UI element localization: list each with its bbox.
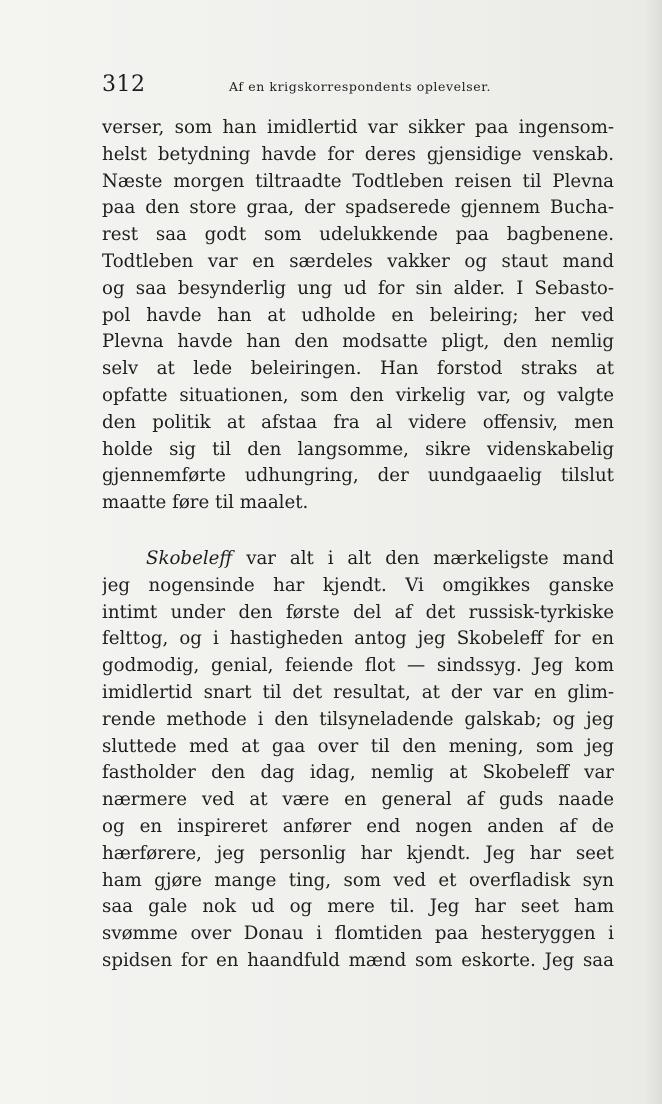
text-line: helst betydning havde for deres gjensidige venskab. bbox=[102, 143, 614, 165]
text-line: den politik at afstaa fra al videre offensiv, men bbox=[102, 411, 614, 433]
text-line: holde sig til den langsomme, sikre videnskabelig bbox=[102, 438, 614, 460]
text-line: saa gale nok ud og mere til. Jeg har seet ham bbox=[102, 896, 614, 918]
text-line: Plevna havde han den modsatte pligt, den nemlig bbox=[102, 331, 614, 353]
text-line: svømme over Donau i flomtiden paa hesteryggen i bbox=[102, 923, 614, 945]
text-line: og en inspireret anfører end nogen anden af de bbox=[102, 815, 614, 837]
first-line-rest: var alt i alt den mærkeligste mand bbox=[246, 548, 614, 569]
text-line: Næste morgen tiltraadte Todtleben reisen til Plevna bbox=[102, 170, 614, 192]
text-line: gjennemførte udhungring, der uundgaaelig tilslut bbox=[102, 465, 614, 487]
text-line: verser, som han imidlertid var sikker paa ingensom- bbox=[102, 117, 614, 138]
text-line: jeg nogensinde har kjendt. Vi omgikkes ganske bbox=[102, 574, 614, 596]
text-line: paa den store graa, der spadserede gjennem Bucha- bbox=[102, 197, 614, 219]
text-line: Todtleben var en særdeles vakker og staut mand bbox=[102, 250, 614, 272]
text-line: spidsen for en haandfuld mænd som eskorte. Jeg saa bbox=[102, 949, 614, 971]
text-line: fastholder den dag idag, nemlig at Skobeleff var bbox=[102, 762, 614, 784]
text-line: imidlertid snart til det resultat, at der var en glim- bbox=[102, 681, 614, 703]
text-line: nærmere ved at være en general af guds naade bbox=[102, 789, 614, 811]
text-line: ham gjøre mange ting, som ved et overfladisk syn bbox=[102, 869, 614, 891]
text-line: selv at lede beleiringen. Han forstod straks at bbox=[102, 358, 614, 380]
text-line: maatte føre til maalet. bbox=[102, 492, 309, 514]
paragraph-2 bbox=[102, 546, 614, 975]
text-line: rest saa godt som udelukkende paa bagbenene. bbox=[102, 224, 614, 246]
text-line: godmodig, genial, feiende flot — sindssyg. Jeg kom bbox=[102, 655, 614, 677]
page-number: 312 bbox=[102, 72, 146, 97]
text-line: hærførere, jeg personlig har kjendt. Jeg har seet bbox=[102, 842, 614, 864]
text-line: pol havde han at udholde en beleiring; her ved bbox=[102, 304, 614, 326]
running-header bbox=[102, 72, 622, 106]
text-line: intimt under den første del af det russisk-tyrkiske bbox=[102, 601, 614, 623]
text-line: og saa besynderlig ung ud for sin alder. I Sebasto- bbox=[102, 277, 614, 299]
page-edge-shadow bbox=[644, 0, 662, 1104]
running-title: Af en krigskorrespondents oplevelser. bbox=[229, 79, 492, 94]
paragraph-1 bbox=[102, 115, 614, 517]
text-line-first bbox=[102, 546, 614, 573]
text-line: felttog, og i hastigheden antog jeg Skobeleff for en bbox=[102, 628, 614, 650]
italic-name: Skobeleff bbox=[146, 548, 233, 569]
text-line: sluttede med at gaa over til den mening, som jeg bbox=[102, 735, 614, 757]
text-line: opfatte situationen, som den virkelig var, og valgte bbox=[102, 384, 614, 406]
text-line: rende methode i den tilsyneladende galskab; og jeg bbox=[102, 708, 614, 730]
